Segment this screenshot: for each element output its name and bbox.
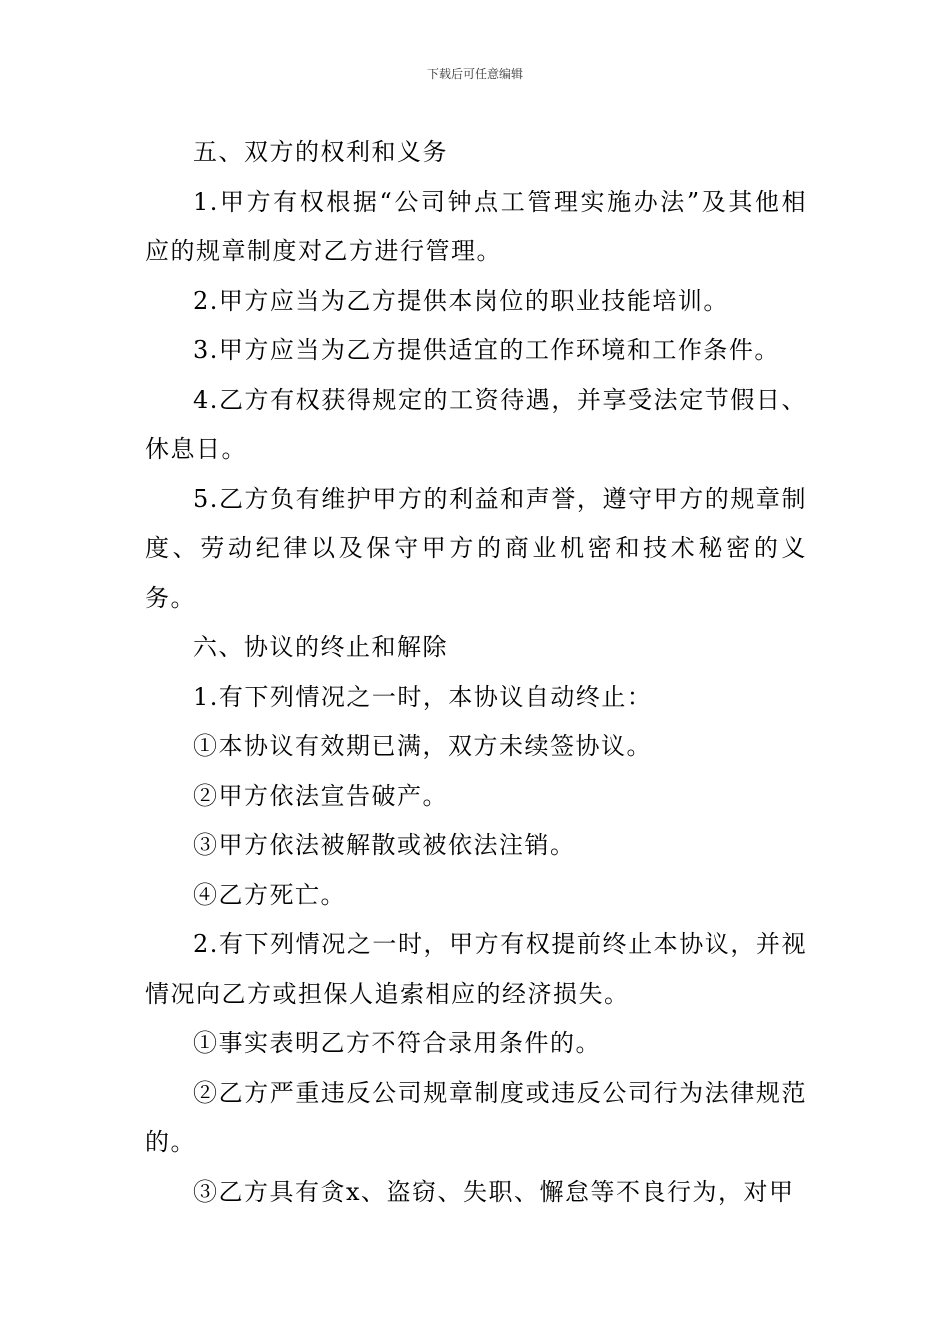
paragraph: 5.乙方负有维护甲方的利益和声誉，遵守甲方的规章制度、劳动纪律以及保守甲方的商业机密和技术秘密的义务。 <box>145 484 807 612</box>
section-heading-termination: 六、协议的终止和解除 <box>193 633 448 661</box>
list-item: ①事实表明乙方不符合录用条件的。 <box>193 1029 601 1057</box>
paragraph: 2.甲方应当为乙方提供本岗位的职业技能培训。 <box>193 286 729 315</box>
list-item: ④乙方死亡。 <box>193 880 346 909</box>
document-body <box>145 128 807 1217</box>
section-heading-rights: 五、双方的权利和义务 <box>193 138 448 166</box>
paragraph: 1.有下列情况之一时，本协议自动终止： <box>193 682 653 711</box>
paragraph: 1.甲方有权根据“公司钟点工管理实施办法”及其他相应的规章制度对乙方进行管理。 <box>145 187 807 265</box>
list-item: ②甲方依法宣告破产。 <box>193 781 448 810</box>
list-item: ②乙方严重违反公司规章制度或违反公司行为法律规范的。 <box>145 1078 807 1156</box>
paragraph: 2.有下列情况之一时，甲方有权提前终止本协议，并视情况向乙方或担保人追索相应的经济损失。 <box>145 930 807 1008</box>
paragraph: 3.甲方应当为乙方提供适宜的工作环境和工作条件。 <box>193 336 780 364</box>
list-item: ①本协议有效期已满，双方未续签协议。 <box>193 732 652 760</box>
page-header-note: 下载后可任意编辑 <box>426 67 523 81</box>
list-item: ③甲方依法被解散或被依法注销。 <box>193 831 576 859</box>
list-item: ③乙方具有贪x、盗窃、失职、懈怠等不良行为，对甲 <box>193 1177 795 1206</box>
paragraph: 4.乙方有权获得规定的工资待遇，并享受法定节假日、休息日。 <box>145 385 807 463</box>
